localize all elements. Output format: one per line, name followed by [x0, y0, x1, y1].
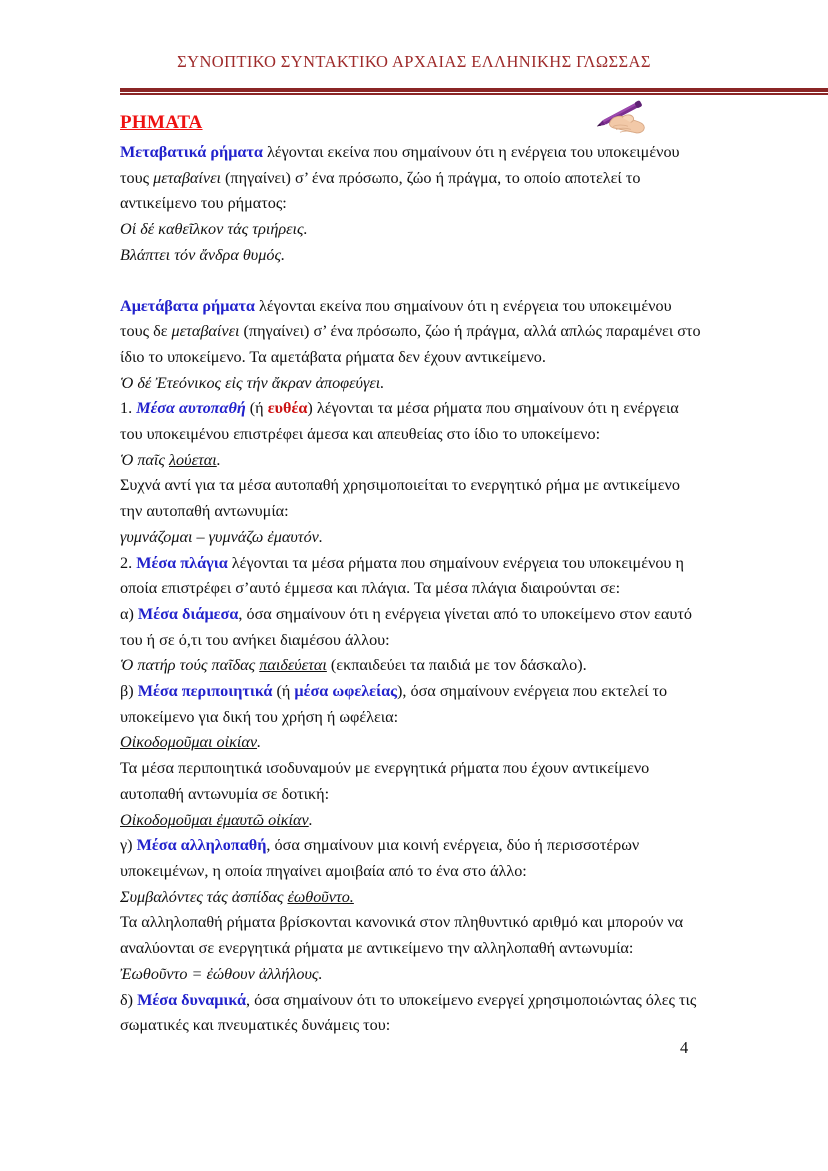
paragraph-ametavata: [120, 294, 702, 371]
example-item-a: [120, 653, 702, 679]
paragraph-item-2: [120, 551, 702, 602]
item-1-definition: λέγονται τα μέσα ρήματα που σημαίνουν ότι η ενέργεια του υποκειμένου επιστρέφει άμεσα και απευθείας στο ίδιο το υποκείμενο:: [120, 399, 679, 444]
metavatika-definition-rest: (πηγαίνει) σ’ ένα πρόσωπο, ζώο ή πράγμα, το οποίο αποτελεί το αντικείμενο του ρήματος:: [120, 168, 641, 213]
example-item-c-lead: Συμβαλόντες τάς ἀσπίδας: [120, 887, 288, 906]
term-mesa-aftopathi: Μέσα αυτοπαθή: [136, 399, 246, 418]
item-c-label: γ): [120, 836, 137, 855]
term-metavatika: Μεταβατικά ρήματα: [120, 143, 263, 161]
item-a-label: α): [120, 604, 138, 623]
item-d-definition: , όσα σημαίνουν ότι το υποκείμενο ενεργεί χρησιμοποιώντας όλες τις σωματικές και πνευματικές δυνάμεις του:: [120, 990, 697, 1035]
example-item-b-2: [120, 808, 702, 834]
item-b-paren-close: ): [397, 682, 403, 701]
item-1-number: 1.: [120, 399, 137, 418]
example-item-c-underlined: ἐωθοῦντο.: [287, 887, 354, 906]
example-item-a-tail: (εκπαιδεύει τα παιδιά με τον δάσκαλο).: [326, 656, 587, 675]
paragraph-spacer: [120, 269, 702, 294]
paragraph-metavatika: [120, 140, 702, 217]
example-item-b-1: [120, 730, 702, 756]
metavatika-definition: λέγονται εκείνα που σημαίνουν ότι η ενέργεια του υποκειμένου τους: [120, 143, 680, 187]
item-b-label: β): [120, 682, 138, 701]
note-example-item-1: γυμνάζομαι – γυμνάζω ἐμαυτόν.: [120, 527, 323, 546]
paragraph-item-c: [120, 833, 702, 884]
term-mesa-allilopathi: Μέσα αλληλοπαθή: [136, 836, 267, 855]
note-item-1: Συχνά αντί για τα μέσα αυτοπαθή χρησιμοποιείται το ενεργητικό ρήμα με αντικείμενο την αυτοπαθή αντωνυμία:: [120, 476, 680, 521]
example-item-b-2-underlined: Οἰκοδομοῦμαι ἐμαυτῶ οἰκίαν: [120, 810, 309, 829]
term-ametavata: Αμετάβατα ρήματα: [120, 296, 255, 315]
term-efthea: ευθέα: [267, 399, 308, 418]
item-2-definition: λέγονται τα μέσα ρήματα που σημαίνουν ενέργεια του υποκειμένου η οποία επιστρέφει σ’αυτό έμμεσα και πλάγια. Τα μέσα πλάγια διαιρούνται σε:: [120, 553, 684, 598]
paragraph-item-b: [120, 679, 702, 730]
term-mesa-diamesa: Μέσα διάμεσα: [137, 604, 239, 623]
note-item-b: Τα μέσα περιποιητικά ισοδυναμούν με ενεργητικά ρήματα που έχουν αντικείμενο αυτοπαθή αντωνυμία σε δοτική:: [120, 759, 650, 803]
ametavata-definition-rest: (πηγαίνει) σ’ ένα πρόσωπο, ζώο ή πράγμα, αλλά απλώς παραμένει στο ίδιο το υποκείμενο. Τα αμετάβατα ρήματα δεν έχουν αντικείμενο.: [120, 322, 701, 366]
example-item-b-1-tail: .: [257, 733, 262, 752]
example-item-a-underlined: παιδεύεται: [259, 656, 327, 675]
item-c-definition: , όσα σημαίνουν μια κοινή ενέργεια, δύο ή περισσοτέρων υποκειμένων, η οποία πηγαίνει αμοιβαία από το ένα στο άλλο:: [120, 836, 640, 880]
example-ametavata-1: Ὁ δέ Ἐτεόνικος εἰς τήν ἄκραν ἀποφεύγει.: [120, 373, 385, 392]
page-title: ΡΗΜΑΤΑ: [120, 112, 203, 133]
rule-thick: [120, 88, 828, 92]
example-item-1-tail: .: [216, 450, 221, 469]
ametavata-italic-verb: μεταβαίνει: [171, 322, 240, 341]
example-item-1-underlined: λούεται: [169, 450, 217, 469]
header-divider-rule: [120, 88, 828, 95]
example-item-1-lead: Ὁ παῖς: [120, 450, 170, 469]
term-mesa-peripoiitika: Μέσα περιποιητικά: [137, 682, 273, 701]
term-mesa-dynamika: Μέσα δυναμικά: [137, 990, 246, 1009]
paragraph-item-1: [120, 396, 702, 447]
document-body: [120, 112, 702, 1039]
paragraph-item-a: [120, 602, 702, 653]
example-item-a-lead: Ὁ πατήρ τούς παῖδας: [120, 656, 260, 675]
page-number: 4: [680, 1038, 689, 1057]
example-item-b-2-tail: .: [308, 810, 313, 829]
rule-thin: [120, 93, 828, 95]
header-title: ΣΥΝΟΠΤΙΚΟ ΣΥΝΤΑΚΤΙΚΟ ΑΡΧΑΙΑΣ ΕΛΛΗΝΙΚΗΣ ΓΛΩΣΣΑΣ: [177, 52, 651, 71]
note-example-item-c: Ἐωθοῦντο = ἐώθουν ἀλλήλους.: [120, 964, 323, 983]
page-header: [0, 52, 828, 98]
example-item-1: [120, 448, 702, 474]
ametavata-definition: λέγονται εκείνα που σημαίνουν ότι η ενέργεια του υποκειμένου τους δε: [120, 296, 672, 341]
example-item-c: [120, 885, 702, 911]
item-1-paren-open: (ή: [245, 399, 268, 418]
item-b-paren-open: (ή: [272, 682, 295, 701]
term-mesa-plagia: Μέσα πλάγια: [136, 553, 228, 572]
term-mesa-ofeleias: μέσα ωφελείας: [294, 682, 397, 701]
item-d-label: δ): [120, 990, 138, 1009]
item-2-number: 2.: [120, 553, 137, 572]
paragraph-item-d: [120, 988, 702, 1039]
example-metavatika-1: Οἱ δέ καθεῖλκον τάς τριήρεις.: [120, 220, 308, 239]
metavatika-italic-verb: μεταβαίνει: [153, 168, 221, 187]
item-b-definition: , όσα σημαίνουν ενέργεια που εκτελεί το υποκείμενο για δική του χρήση ή ωφέλεια:: [120, 682, 668, 726]
example-metavatika-2: Βλάπτει τόν ἄνδρα θυμός.: [120, 245, 286, 264]
item-a-definition: , όσα σημαίνουν ότι η ενέργεια γίνεται από το υποκείμενο στον εαυτό του ή σε ό,τι του ανήκει διαμέσου άλλου:: [120, 604, 692, 649]
example-item-b-1-underlined: Οἰκοδομοῦμαι οἰκίαν: [120, 733, 258, 752]
note-item-c: Τα αλληλοπαθή ρήματα βρίσκονται κανονικά στον πληθυντικό αριθμό και μπορούν να αναλύονται σε ενεργητικά ρήματα με αντικείμενο την αλληλοπαθή αντωνυμία:: [120, 913, 684, 958]
item-1-paren-close: ): [307, 399, 317, 418]
